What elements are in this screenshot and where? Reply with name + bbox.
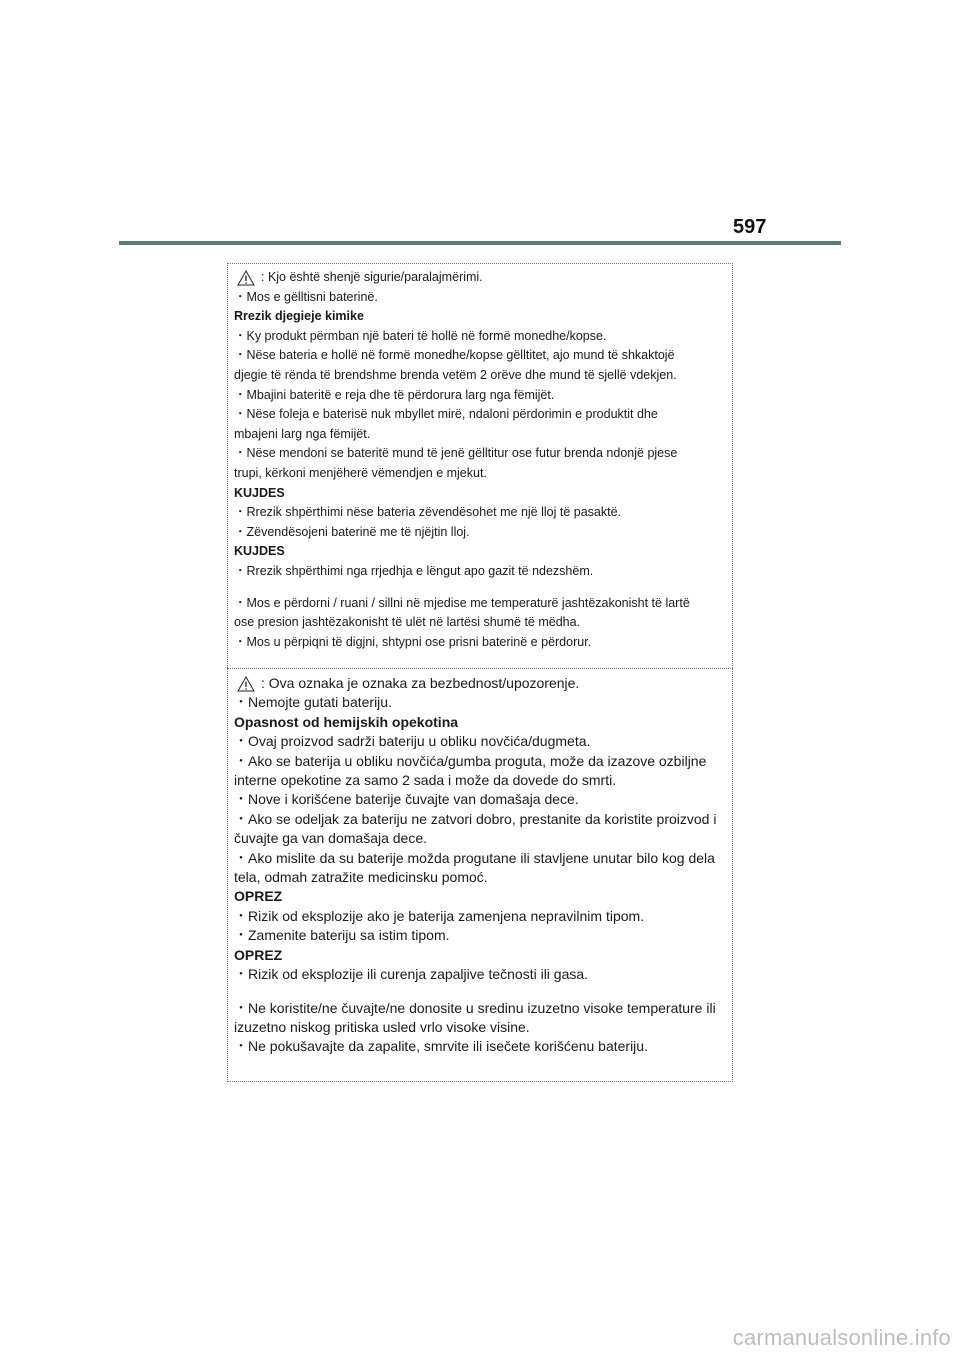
albanian-text-lines <box>234 288 724 653</box>
text-line: ・Zëvendësojeni baterinë me të njëjtin lloj. <box>234 524 470 539</box>
text-line: ・Rrezik shpërthimi nëse bateria zëvendësohet me një lloj të pasaktë. <box>234 505 622 520</box>
section-heading: Opasnost od hemijskih opekotina <box>234 713 459 730</box>
text-line: ・Ne pokušavajte da zapalite, smrvite ili isečete korišćenu bateriju. <box>234 1038 648 1055</box>
text-line: interne opekotine za samo 2 sada i može da dovede do smrti. <box>234 772 617 789</box>
text-line: ・Nove i korišćene baterije čuvajte van domašaja dece. <box>234 791 579 808</box>
text-line: ・Ne koristite/ne čuvajte/ne donosite u sredinu izuzetno visoke temperature ili <box>234 999 716 1016</box>
text-line: ・Ako se baterija u obliku novčića/gumba proguta, može da izazove ozbiljne <box>234 752 707 769</box>
albanian-symbol-note: : Kjo është shenjë sigurie/paralajmërimi. <box>261 270 483 284</box>
text-line: izuzetno niskog pritiska usled vrlo visoke visine. <box>234 1018 530 1035</box>
section-heading: KUJDES <box>234 544 285 559</box>
albanian-symbol-row <box>234 268 724 288</box>
text-line: ・Nemojte gutati bateriju. <box>234 694 392 711</box>
text-line: ・Zamenite bateriju sa istim tipom. <box>234 927 450 944</box>
section-heading: Rrezik djegieje kimike <box>234 309 364 324</box>
text-line: ・Mos u përpiqni të digjni, shtypni ose prisni baterinë e përdorur. <box>234 634 592 649</box>
section-heading: KUJDES <box>234 485 285 500</box>
text-line: ・Ako se odeljak za bateriju ne zatvori dobro, prestanite da koristite proizvod i <box>234 810 717 827</box>
text-line: ・Nëse mendoni se bateritë mund të jenë gëlltitur ose futur brenda ndonjë pjese <box>234 446 678 461</box>
text-line: ・Ovaj proizvod sadrži bateriju u obliku novčića/dugmeta. <box>234 733 591 750</box>
warning-triangle-icon <box>237 676 255 692</box>
paragraph-gap <box>234 582 724 594</box>
text-line: ・Ky produkt përmban një bateri të hollë në formë monedhe/kopse. <box>234 328 607 343</box>
text-line: čuvajte ga van domašaja dece. <box>234 830 428 847</box>
text-line: ose presion jashtëzakonisht të ulët në lartësi shumë të mëdha. <box>234 615 581 630</box>
text-line: ・Mos e gëlltisni baterinë. <box>234 289 378 304</box>
text-line: ・Nëse foleja e baterisë nuk mbyllet mirë, ndaloni përdorimin e produktit dhe <box>234 407 658 422</box>
text-line: mbajeni larg nga fëmijët. <box>234 426 371 441</box>
serbian-symbol-row <box>234 674 724 693</box>
paragraph-gap <box>234 985 724 999</box>
warning-triangle-icon <box>237 270 255 286</box>
text-line: trupi, kërkoni menjëherë vëmendjen e mjekut. <box>234 465 487 480</box>
text-line: djegie të rënda të brendshme brenda vetëm 2 orëve dhe mund të sjellë vdekjen. <box>234 367 677 382</box>
section-heading: OPREZ <box>234 946 283 963</box>
text-line: ・Mbajini bateritë e reja dhe të përdorura larg nga fëmijët. <box>234 387 555 402</box>
text-line: tela, odmah zatražite medicinsku pomoć. <box>234 869 488 886</box>
serbian-text-lines <box>234 693 724 1056</box>
text-line: ・Rizik od eksplozije ako je baterija zamenjena nepravilnim tipom. <box>234 907 645 924</box>
header-rule <box>119 241 841 245</box>
text-line: ・Mos e përdorni / ruani / sillni në mjedise me temperaturë jashtëzakonisht të lartë <box>234 595 690 610</box>
text-line: ・Ako mislite da su baterije možda progutane ili stavljene unutar bilo kog dela <box>234 849 715 866</box>
page-number: 597 <box>733 216 767 238</box>
text-line: ・Rrezik shpërthimi nga rrjedhja e lëngut apo gazit të ndezshëm. <box>234 563 594 578</box>
text-line: ・Nëse bateria e hollë në formë monedhe/kopse gëlltitet, ajo mund të shkaktojë <box>234 348 675 363</box>
serbian-section <box>234 674 724 1057</box>
section-heading: OPREZ <box>234 888 283 905</box>
section-divider <box>227 668 733 669</box>
text-line: ・Rizik od eksplozije ili curenja zapaljive tečnosti ili gasa. <box>234 966 589 983</box>
albanian-section <box>234 268 724 652</box>
serbian-symbol-note: : Ova oznaka je oznaka za bezbednost/upozorenje. <box>261 675 580 691</box>
watermark: carmanualsonline.info <box>732 1325 951 1350</box>
